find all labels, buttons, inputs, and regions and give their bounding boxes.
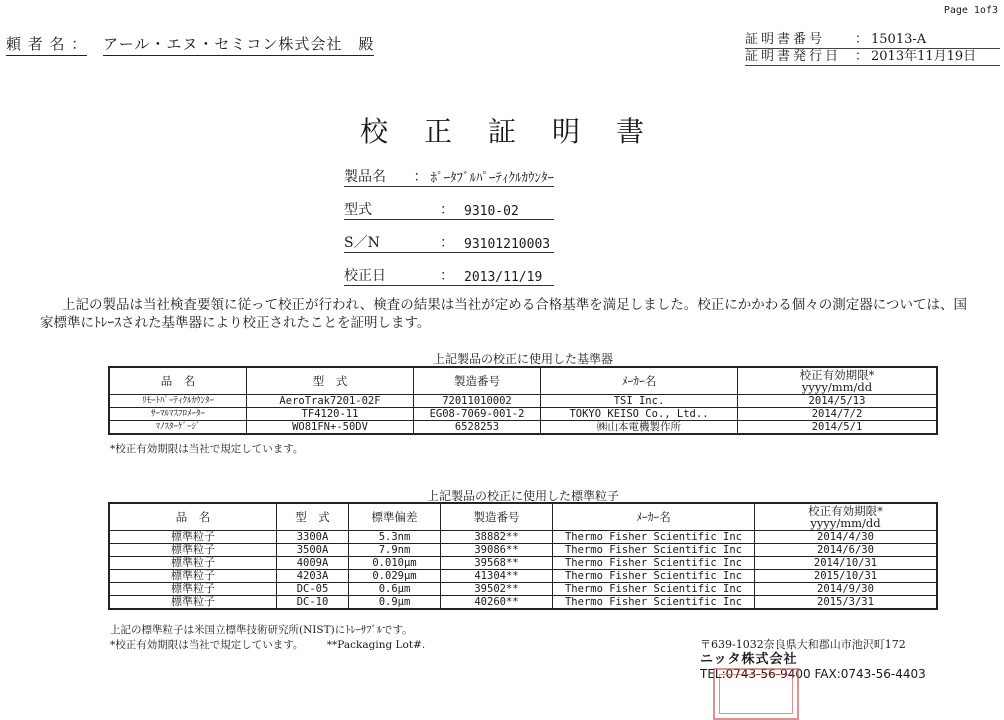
calibration-date-sep: ：: [440, 268, 454, 284]
table-row: [109, 596, 937, 610]
cell-expiry: 2014/10/31: [755, 557, 938, 570]
col-model: 型 式: [277, 503, 349, 531]
calibration-date-label: 校正日: [344, 268, 386, 284]
standards-table-caption: 上記製品の校正に使用した基準器: [432, 352, 613, 366]
cell-deviation: 5.3nm: [349, 531, 441, 544]
table-row: [109, 557, 937, 570]
cell-model: 4009A: [277, 557, 349, 570]
certificate-number-label: 証明書番号: [745, 32, 826, 47]
certificate-number-row: [745, 32, 1000, 49]
product-sep: ：: [413, 169, 428, 185]
col-serial: 製造番号: [441, 503, 553, 531]
col-deviation: 標準偏差: [349, 503, 441, 531]
cell-maker: Thermo Fisher Scientific Inc: [553, 531, 755, 544]
cell-serial: 39086**: [441, 544, 553, 557]
cell-model: WO81FN+-50DV: [247, 421, 414, 435]
product-row-date: [344, 263, 554, 286]
cell-deviation: 0.010μm: [349, 557, 441, 570]
col-expiry-label: 校正有効期限*: [808, 504, 883, 518]
cell-model: 4203A: [277, 570, 349, 583]
cell-name: 標準粒子: [109, 570, 277, 583]
cell-maker: Thermo Fisher Scientific Inc: [553, 570, 755, 583]
cell-name: ｻｰﾏﾙﾏｽﾌﾛﾒｰﾀｰ: [109, 408, 247, 421]
cell-serial: 39568**: [441, 557, 553, 570]
certificate-date: 2013年11月19日: [871, 49, 977, 64]
model-value: 9310-02: [464, 204, 519, 219]
company-contact: TEL:0743-56-9400 FAX:0743-56-4403: [700, 667, 926, 681]
cell-maker: Thermo Fisher Scientific Inc: [553, 544, 755, 557]
cell-serial: 39502**: [441, 583, 553, 596]
cell-maker: TOKYO KEISO Co., Ltd..: [541, 408, 738, 421]
certificate-date-sep: ：: [855, 49, 869, 64]
table-row: [109, 408, 937, 421]
company-seal-stamp: [713, 668, 799, 720]
cell-deviation: 0.9μm: [349, 596, 441, 610]
model-label: 型式: [344, 202, 372, 218]
cell-expiry: 2014/7/2: [738, 408, 938, 421]
serial-value: 93101210003: [464, 237, 551, 252]
cell-serial: 6528253: [414, 421, 541, 435]
cell-expiry: 2015/10/31: [755, 570, 938, 583]
customer-label: 頼 者 名 ：: [6, 35, 87, 56]
product-label: 製品名: [344, 169, 386, 185]
cell-deviation: 0.6μm: [349, 583, 441, 596]
cell-serial: EG08-7069-001-2: [414, 408, 541, 421]
table-row: [109, 583, 937, 596]
col-expiry-format: yyyy/mm/dd: [801, 380, 873, 394]
cell-serial: 72011010002: [414, 395, 541, 408]
col-name: 品 名: [109, 367, 247, 395]
cell-expiry: 2014/5/1: [738, 421, 938, 435]
cell-expiry: 2014/4/30: [755, 531, 938, 544]
cell-deviation: 0.029μm: [349, 570, 441, 583]
table-row: [109, 421, 937, 435]
particles-table-caption: 上記製品の校正に使用した標準粒子: [426, 489, 619, 503]
serial-label: S／N: [344, 235, 380, 251]
col-serial: 製造番号: [414, 367, 541, 395]
col-model: 型 式: [247, 367, 414, 395]
product-row-serial: [344, 230, 554, 253]
cell-maker: Thermo Fisher Scientific Inc: [553, 596, 755, 610]
cell-maker: TSI Inc.: [541, 395, 738, 408]
col-expiry: [755, 503, 938, 531]
col-expiry-format: yyyy/mm/dd: [810, 516, 881, 530]
particles-header-row: [109, 503, 937, 531]
standards-header-row: [109, 367, 937, 395]
particles-note-nist: 上記の標準粒子は米国立標準技術研究所(NIST)にﾄﾚｰｻﾌﾞﾙです。: [110, 624, 413, 636]
cell-serial: 41304**: [441, 570, 553, 583]
certification-statement: 上記の製品は当社検査要領に従って校正が行われ、検査の結果は当社が定める合格基準を満足しました。校正にかかわる個々の測定器については、国家標準にﾄﾚｰｽされた基準器により校正されたことを証明します。: [40, 297, 968, 331]
cell-expiry: 2014/9/30: [755, 583, 938, 596]
col-name: 品 名: [109, 503, 277, 531]
cell-expiry: 2014/6/30: [755, 544, 938, 557]
col-expiry: [738, 367, 938, 395]
product-value: ﾎﾟｰﾀﾌﾞﾙﾊﾟｰﾃｨｸﾙｶｳﾝﾀｰ: [430, 171, 554, 186]
cell-model: 3500A: [277, 544, 349, 557]
certificate-date-row: [745, 49, 1000, 66]
cell-name: 標準粒子: [109, 531, 277, 544]
company-address: 〒639-1032奈良県大和郡山市池沢町172: [700, 638, 906, 651]
col-maker: ﾒｰｶｰ名: [553, 503, 755, 531]
cell-deviation: 7.9nm: [349, 544, 441, 557]
cell-serial: 40260**: [441, 596, 553, 610]
cell-model: 3300A: [277, 531, 349, 544]
cell-model: AeroTrak7201-02F: [247, 395, 414, 408]
cell-model: DC-10: [277, 596, 349, 610]
product-row-name: [344, 164, 554, 187]
standards-note: *校正有効期限は当社で規定しています。: [110, 443, 304, 455]
table-row: [109, 395, 937, 408]
certificate-meta: [745, 32, 1000, 66]
cell-maker: ㈱山本電機製作所: [541, 421, 738, 435]
certificate-date-label: 証明書発行日: [745, 49, 842, 64]
particles-note-lot: **Packaging Lot#.: [326, 639, 426, 651]
certificate-number: 15013-A: [871, 32, 927, 47]
cell-maker: Thermo Fisher Scientific Inc: [553, 557, 755, 570]
cell-expiry: 2014/5/13: [738, 395, 938, 408]
cell-name: 標準粒子: [109, 557, 277, 570]
cell-name: ﾏﾉｽﾀｰｹﾞｰｼﾞ: [109, 421, 247, 435]
customer-name: アール・エヌ・セミコン株式会社 殿: [103, 35, 374, 56]
cell-serial: 38882**: [441, 531, 553, 544]
model-sep: ：: [440, 202, 454, 218]
customer-line: [6, 33, 374, 54]
serial-sep: ：: [440, 235, 454, 251]
cell-name: 標準粒子: [109, 583, 277, 596]
cell-maker: Thermo Fisher Scientific Inc: [553, 583, 755, 596]
particles-note-expiry: [110, 639, 425, 652]
product-info: [344, 164, 554, 286]
cell-name: 標準粒子: [109, 544, 277, 557]
col-expiry-label: 校正有効期限*: [799, 368, 875, 382]
table-row: [109, 570, 937, 583]
particles-note-expiry-text: *校正有効期限は当社で規定しています。: [110, 639, 304, 651]
company-name: ニッタ株式会社: [700, 652, 798, 667]
particles-table: [108, 502, 938, 610]
calibration-date-value: 2013/11/19: [464, 270, 543, 285]
cell-model: DC-05: [277, 583, 349, 596]
col-maker: ﾒｰｶｰ名: [541, 367, 738, 395]
table-row: [109, 531, 937, 544]
standards-table: [108, 366, 938, 435]
certificate-number-sep: ：: [855, 32, 869, 47]
cell-model: TF4120-11: [247, 408, 414, 421]
table-row: [109, 544, 937, 557]
cell-name: ﾘﾓｰﾄﾊﾟｰﾃｨｸﾙｶｳﾝﾀｰ: [109, 395, 247, 408]
product-row-model: [344, 197, 554, 220]
document-title: 校正証明書: [359, 115, 680, 148]
page-number: Page 1of3: [943, 5, 998, 16]
cell-expiry: 2015/3/31: [755, 596, 938, 610]
cell-name: 標準粒子: [109, 596, 277, 610]
